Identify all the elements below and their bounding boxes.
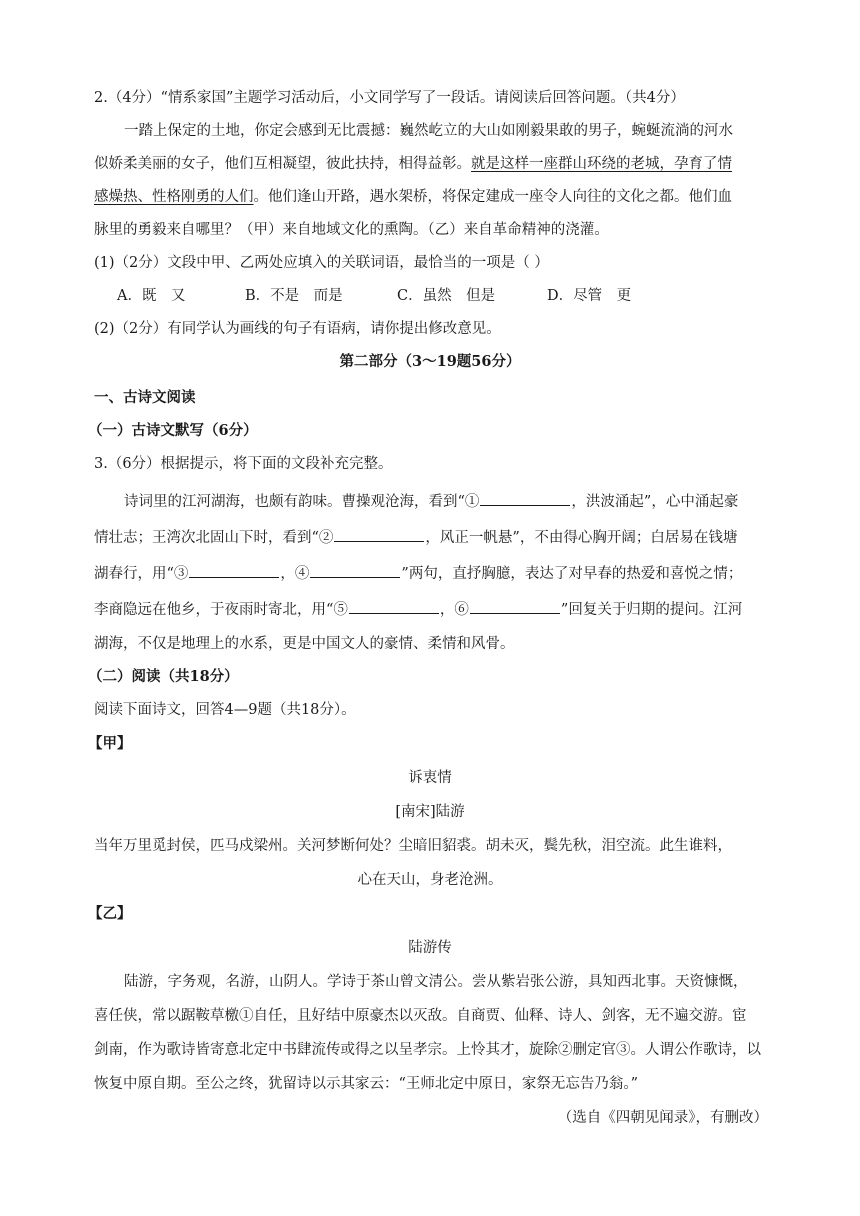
prose-line-2: 喜任侠，常以踞鞍草檄①自任，且好结中原豪杰以灭敌。自商贾、仙释、诗人、剑客，无不遍交游。宦 bbox=[94, 1008, 747, 1024]
subsection-a-heading: （一）古诗文默写（6分） bbox=[88, 422, 258, 439]
q3-text: ，⑥ bbox=[439, 602, 469, 618]
blank-1[interactable] bbox=[480, 490, 570, 506]
prose-line-1: 陆游，字务观，名游，山阴人。学诗于茶山曾文清公。尝从紫岩张公游，具知西北事。天资慷慨， bbox=[124, 974, 748, 990]
prose-line-4: 恢复中原自期。至公之终，犹留诗以示其家云：“王师北定中原日，家祭无忘告乃翁。” bbox=[94, 1076, 639, 1092]
prose-source: （选自《四朝见闻录》，有删改） bbox=[557, 1110, 768, 1126]
yi-label: 【乙】 bbox=[88, 905, 132, 922]
q2-passage-text: 。他们逢山开路，遇水架桥，将保定建成一座令人向往的文化之都。他们血 bbox=[253, 189, 732, 205]
q3-line-1 bbox=[124, 490, 738, 512]
blank-2[interactable] bbox=[334, 526, 424, 542]
subsection-b-heading: （二）阅读（共18分） bbox=[88, 668, 239, 685]
option-d[interactable]: D．尽管 更 bbox=[547, 288, 632, 304]
q3-text: 情壮志；王湾次北固山下时，看到“② bbox=[94, 530, 334, 546]
poem-line-1: 当年万里觅封侯，匹马戍梁州。关河梦断何处？尘暗旧貂裘。胡未灭，鬓先秋，泪空流。此生谁料， bbox=[94, 838, 732, 854]
prose-line-3: 剑南，作为歌诗皆寄意北定中书肆流传或得之以呈孝宗。上怜其才，旋除②删定官③。人谓公作歌诗，以 bbox=[94, 1042, 761, 1058]
q2-underlined-sentence-part-2: 感燥热、性格刚勇的人们 bbox=[94, 189, 254, 205]
jia-label: 【甲】 bbox=[88, 735, 132, 752]
q3-text: ”回复关于归期的提问。江河 bbox=[560, 602, 743, 618]
q2-underlined-sentence-part-1: 就是这样一座群山环绕的老城，孕育了情 bbox=[471, 156, 732, 172]
q3-line-4 bbox=[94, 598, 742, 620]
blank-4[interactable] bbox=[310, 562, 400, 578]
q3-line-5: 湖海，不仅是地理上的水系，更是中国文人的豪情、柔情和风骨。 bbox=[94, 636, 515, 652]
q3-text: 诗词里的江河湖海，也颇有韵味。曹操观沧海，看到“① bbox=[124, 494, 480, 510]
option-a[interactable]: A．既 又 bbox=[117, 288, 186, 304]
q2-sub1: (1)（2分）文段中甲、乙两处应填入的关联词语，最恰当的一项是（ ） bbox=[94, 255, 549, 271]
q3-line-3 bbox=[94, 562, 742, 584]
q2-passage-line-4: 脉里的勇毅来自哪里？（甲）来自地域文化的熏陶。（乙）来自革命精神的浇灌。 bbox=[94, 222, 609, 238]
section1-heading: 一、古诗文阅读 bbox=[94, 389, 196, 406]
q2-passage-line-2 bbox=[94, 154, 732, 174]
q3-text: ，风正一帆悬”，不由得心胸开阔；白居易在钱塘 bbox=[425, 530, 738, 546]
option-b[interactable]: B．不是 而是 bbox=[245, 288, 343, 304]
q2-passage-text: 似娇柔美丽的女子，他们互相凝望，彼此扶持，相得益彰。 bbox=[94, 156, 471, 172]
blank-5[interactable] bbox=[349, 598, 439, 614]
blank-6[interactable] bbox=[470, 598, 560, 614]
q2-stem: 2.（4分）“情系家国”主题学习活动后，小文同学写了一段话。请阅读后回答问题。（共4分） bbox=[94, 90, 685, 106]
q2-passage-line-3 bbox=[94, 187, 732, 207]
poem-author: [南宋]陆游 bbox=[395, 804, 465, 820]
q3-stem: 3.（6分）根据提示，将下面的文段补充完整。 bbox=[94, 456, 393, 472]
q3-text: 湖春行，用“③ bbox=[94, 566, 189, 582]
q2-passage-line-1: 一踏上保定的土地，你定会感到无比震撼：巍然屹立的大山如刚毅果敢的男子，蜿蜒流淌的河水 bbox=[124, 123, 733, 139]
poem-line-2: 心在天山，身老沧洲。 bbox=[357, 872, 503, 888]
option-c[interactable]: C．虽然 但是 bbox=[397, 288, 496, 304]
q3-text: ，④ bbox=[280, 566, 310, 582]
reading-intro: 阅读下面诗文，回答4—9题（共18分）。 bbox=[94, 702, 356, 718]
blank-3[interactable] bbox=[189, 562, 279, 578]
part2-title: 第二部分（3～19题56分） bbox=[339, 353, 521, 370]
poem-title: 诉衷情 bbox=[408, 770, 452, 786]
prose-title: 陆游传 bbox=[408, 940, 452, 956]
q3-line-2 bbox=[94, 526, 737, 548]
q2-options bbox=[117, 286, 675, 306]
q3-text: 李商隐远在他乡，于夜雨时寄北，用“⑤ bbox=[94, 602, 348, 618]
q2-sub2: (2)（2分）有同学认为画线的句子有语病，请你提出修改意见。 bbox=[94, 321, 501, 337]
q3-text: ”两句，直抒胸臆，表达了对早春的热爱和喜悦之情； bbox=[401, 566, 743, 582]
q3-text: ，洪波涌起”，心中涌起豪 bbox=[571, 494, 739, 510]
